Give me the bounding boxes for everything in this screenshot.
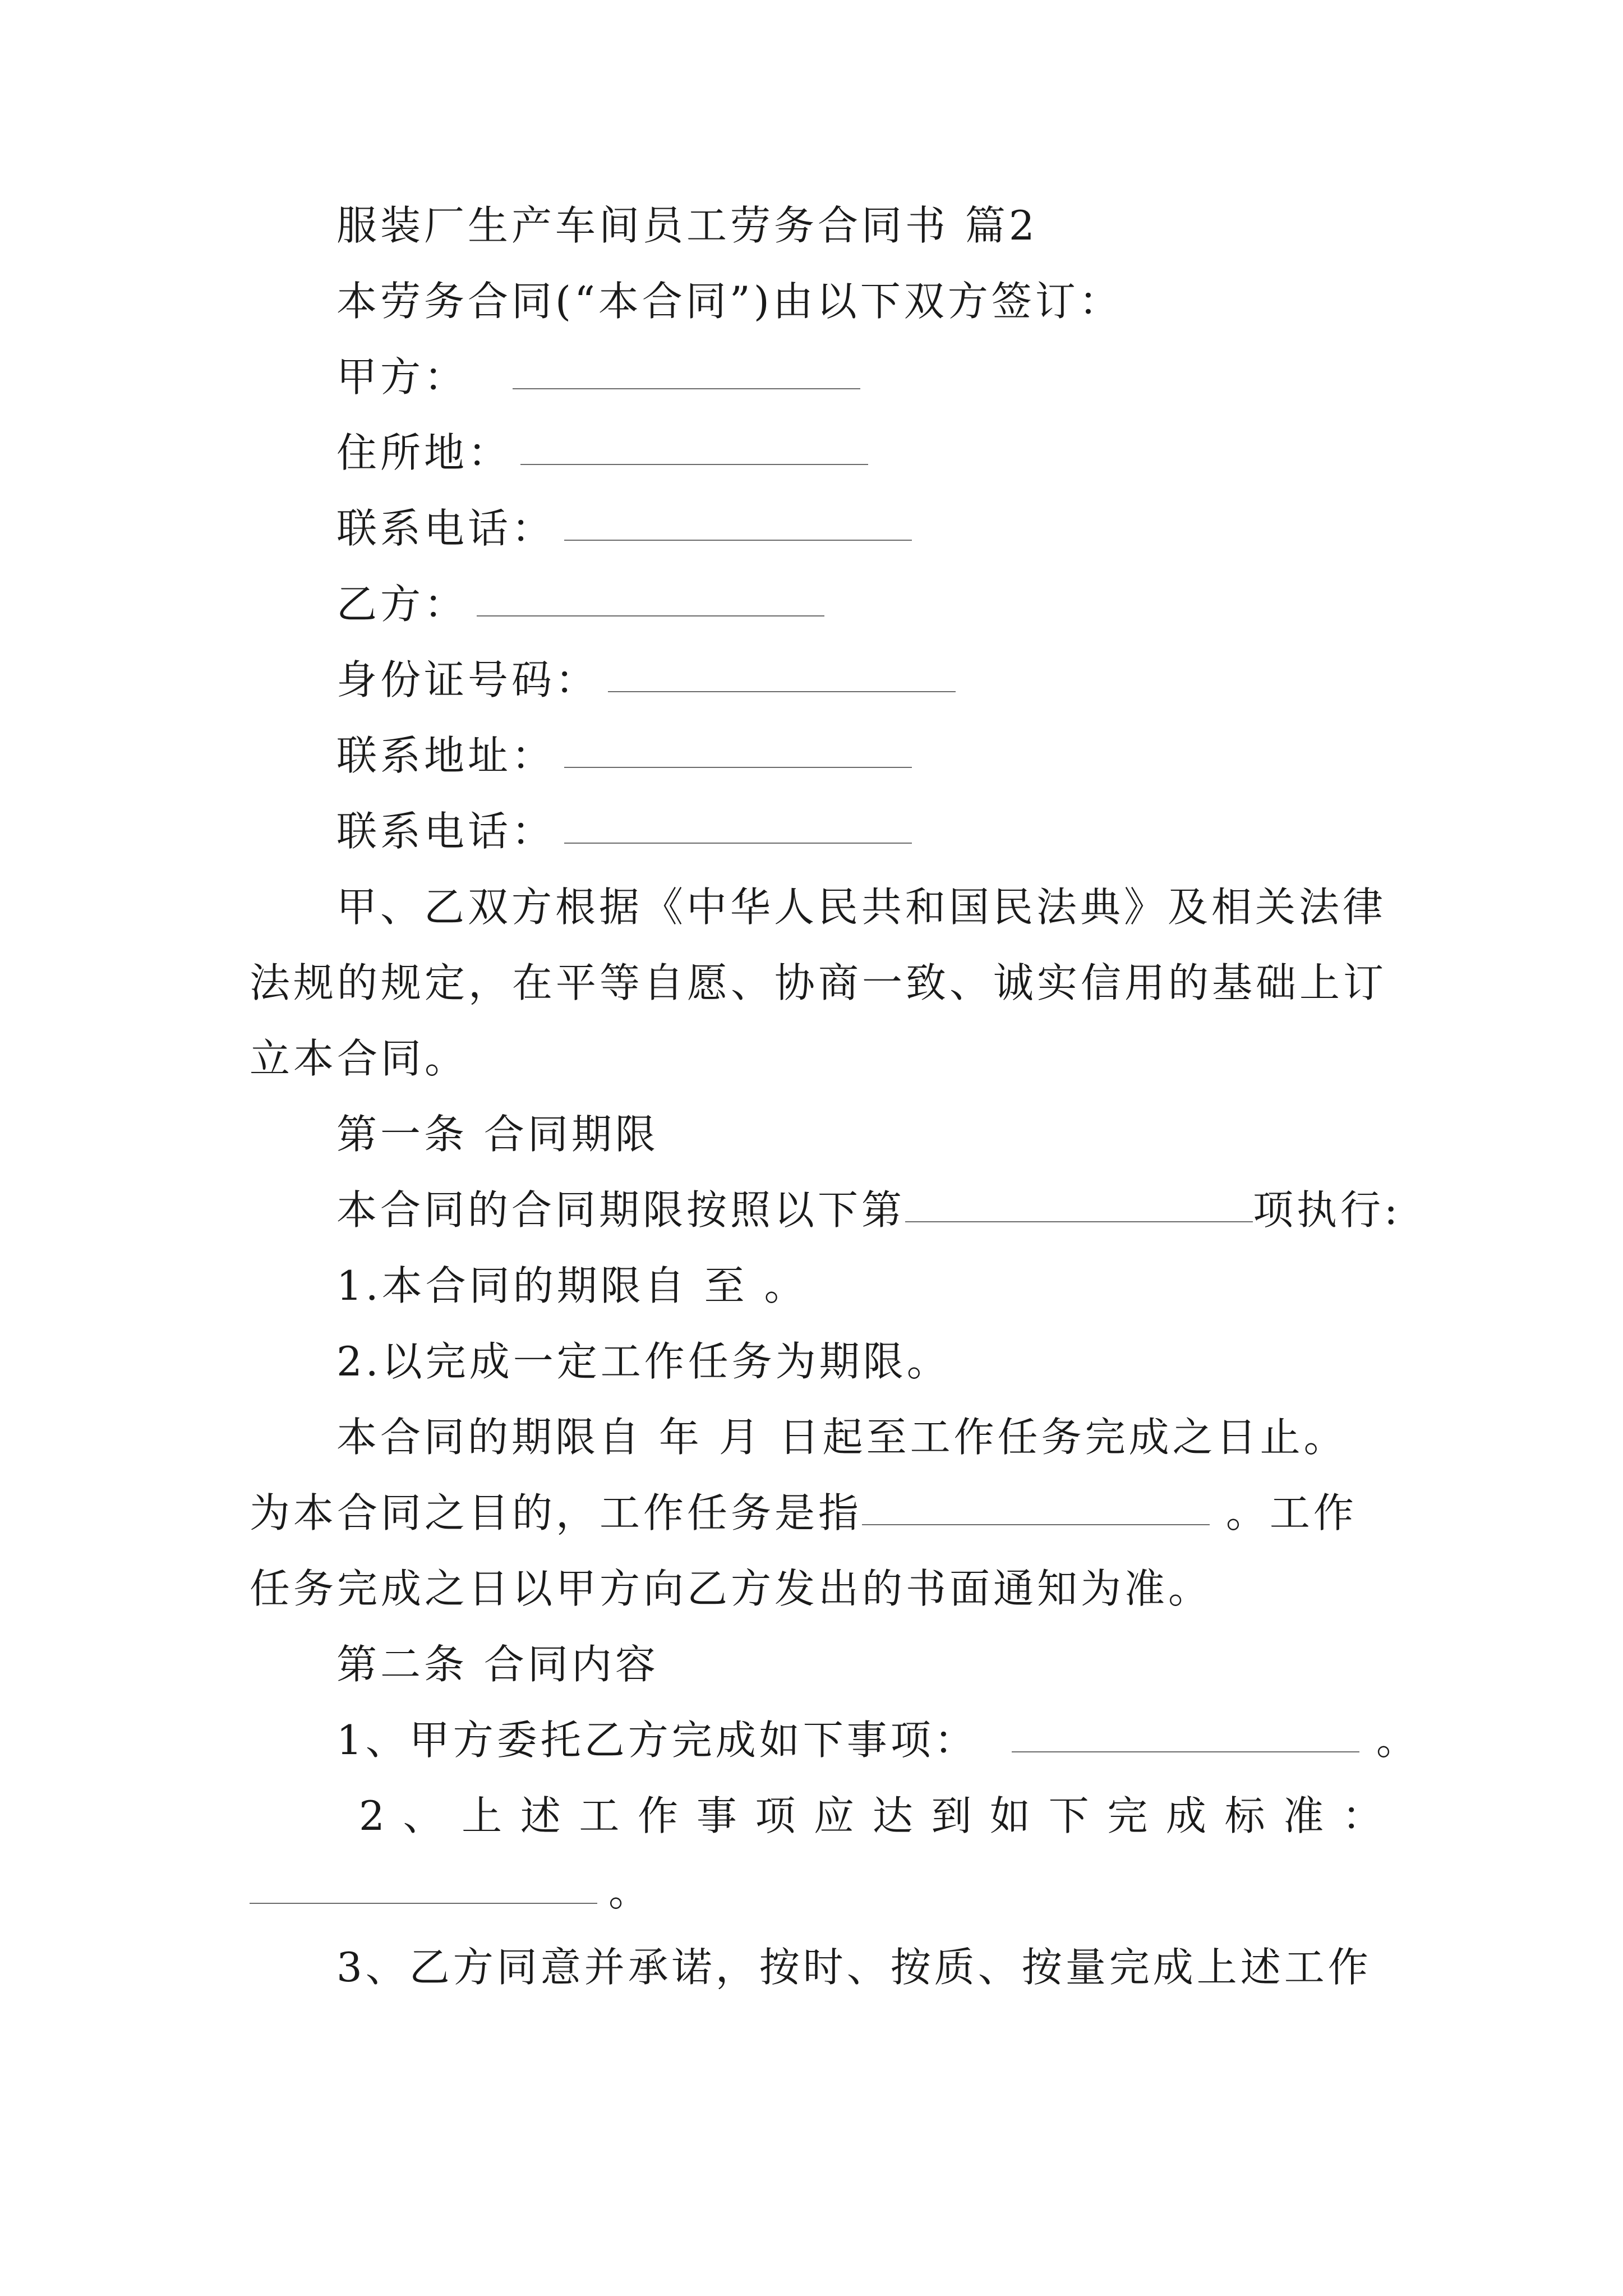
content-item-2-continuation xyxy=(250,1864,1382,1920)
term-prefix: 本合同的合同期限按照以下第 xyxy=(336,1186,906,1234)
article-2-heading: 第二条 合同内容 xyxy=(336,1641,659,1688)
preamble-line-2: 法规的规定，在平等自愿、协商一致、诚实信用的基础上订 xyxy=(250,959,1387,1006)
preamble-line-3: 立本合同。 xyxy=(250,1035,469,1082)
party-a-address-label: 住所地： xyxy=(336,429,512,476)
party-b-address-blank xyxy=(564,728,912,768)
article-1-heading: 第一条 合同期限 xyxy=(336,1111,659,1158)
content-item-2-char: 事 xyxy=(696,1792,737,1839)
content-item-2-char: ： xyxy=(1341,1792,1382,1839)
intro-line: 本劳务合同(“本合同”)由以下双方签订： xyxy=(336,278,1123,325)
task-line-3: 任务完成之日以甲方向乙方发出的书面通知为准。 xyxy=(250,1565,1212,1612)
party-b-blank xyxy=(477,576,824,616)
party-b-phone-row xyxy=(336,803,1382,859)
task-blank xyxy=(862,1485,1210,1525)
preamble-line-1: 甲、乙双方根据《中华人民共和国民法典》及相关法律 xyxy=(336,884,1387,931)
party-b-address-label: 联系地址： xyxy=(336,732,556,779)
content-item-2-char: 应 xyxy=(814,1792,855,1839)
content-item-2-char: 作 xyxy=(638,1792,679,1839)
content-item-2-blank xyxy=(250,1864,597,1904)
party-b-phone-label: 联系电话： xyxy=(336,808,556,855)
content-item-2-char: 项 xyxy=(755,1792,796,1839)
task-line-2 xyxy=(250,1485,1382,1541)
content-item-2-char: 2 xyxy=(359,1792,385,1839)
content-item-2-char: 准 xyxy=(1283,1792,1324,1839)
content-item-2-char: 、 xyxy=(403,1792,444,1839)
party-b-id-row xyxy=(336,652,1382,708)
content-item-2-char: 下 xyxy=(1048,1792,1089,1839)
content-item-1-prefix: 1、甲方委托乙方完成如下事项： xyxy=(336,1717,978,1764)
term-suffix: 项执行: xyxy=(1253,1186,1401,1234)
party-a-phone-row xyxy=(336,500,1382,556)
task-line-1: 本合同的期限自 年 月 日起至工作任务完成之日止。 xyxy=(336,1414,1348,1461)
content-item-2-spread xyxy=(336,1788,1382,1844)
party-a-phone-blank xyxy=(564,500,912,541)
content-item-2-char: 达 xyxy=(872,1792,913,1839)
content-item-3: 3、乙方同意并承诺，按时、按质、按量完成上述工作 xyxy=(336,1944,1372,1991)
party-a-address-blank xyxy=(520,425,868,465)
term-selection-row xyxy=(336,1182,1401,1238)
content-item-2-char: 如 xyxy=(990,1792,1031,1839)
party-a-label: 甲方： xyxy=(336,353,468,401)
party-b-id-label: 身份证号码： xyxy=(336,656,600,703)
content-item-2-char: 完 xyxy=(1107,1792,1148,1839)
content-item-2-end: 。 xyxy=(608,1868,653,1915)
party-b-phone-blank xyxy=(564,803,912,844)
content-item-2-char: 述 xyxy=(520,1792,561,1839)
term-item-2: 2.以完成一定工作任务为期限。 xyxy=(336,1338,951,1385)
content-item-1 xyxy=(336,1712,1420,1768)
content-item-2-char: 到 xyxy=(931,1792,972,1839)
party-a-address-row xyxy=(336,425,1382,481)
party-b-label: 乙方： xyxy=(336,581,468,628)
party-a-blank xyxy=(513,349,860,389)
party-b-id-blank xyxy=(608,652,956,692)
document-title: 服装厂生产车间员工劳务合同书 篇2 xyxy=(336,202,1038,249)
content-item-1-suffix: 。 xyxy=(1376,1717,1420,1764)
task-line-2-suffix: 。工作 xyxy=(1210,1489,1357,1536)
party-b-row xyxy=(336,576,1382,632)
term-blank xyxy=(905,1182,1253,1222)
task-line-2-prefix: 为本合同之目的，工作任务是指 xyxy=(250,1489,863,1536)
party-a-phone-label: 联系电话： xyxy=(336,505,556,552)
content-item-2-char: 上 xyxy=(462,1792,502,1839)
content-item-2-char: 标 xyxy=(1224,1792,1265,1839)
party-a-row xyxy=(336,349,1382,405)
party-b-address-row xyxy=(336,728,1382,784)
term-item-1: 1.本合同的期限自 至 。 xyxy=(336,1262,808,1309)
content-item-1-blank xyxy=(1012,1712,1359,1752)
content-item-2-char: 成 xyxy=(1165,1792,1206,1839)
content-item-2-char: 工 xyxy=(579,1792,620,1839)
